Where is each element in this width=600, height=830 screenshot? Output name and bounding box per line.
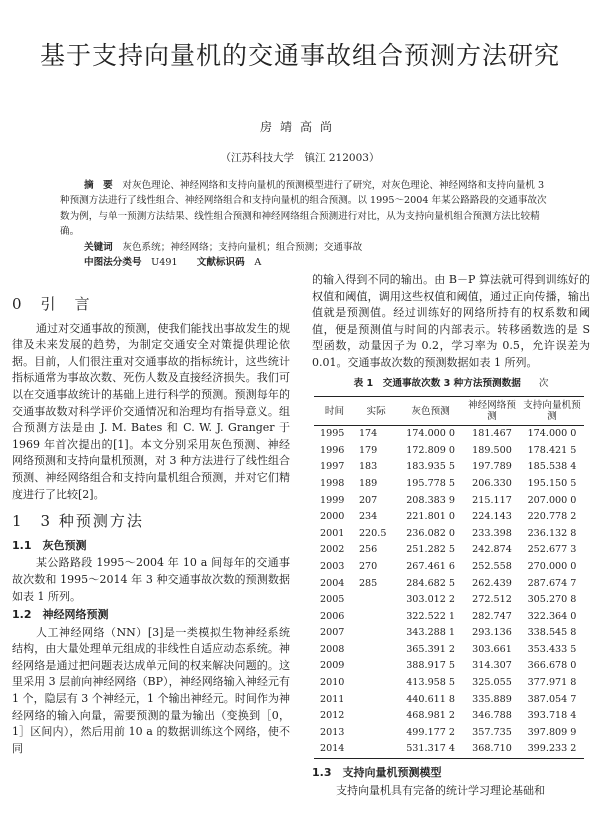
table-cell: 293.136 — [472, 627, 512, 639]
table-cell: 256 — [358, 544, 378, 556]
table-cell: 181.467 — [472, 428, 512, 440]
table-cell — [355, 592, 397, 609]
header-year: 时间 — [324, 405, 345, 417]
section-1-2-heading: 1.2 神经网络预测 — [12, 608, 109, 622]
table-cell: 189 — [358, 477, 378, 489]
table-row — [314, 592, 584, 609]
table-cell — [355, 609, 397, 626]
table-cell: 207 — [358, 494, 378, 506]
section-1-heading: 1 3 种预测方法 — [12, 512, 144, 531]
table-cell: 178.421 5 — [527, 444, 577, 456]
table-cell: 174.000 0 — [527, 428, 577, 440]
keywords-text: 灰色系统；神经网络；支持向量机；组合预测；交通事故 — [122, 241, 363, 253]
table-row — [314, 542, 584, 559]
right-column — [312, 272, 590, 799]
table-cell: 413.958 5 — [406, 677, 456, 689]
table-cell: 2011 — [320, 693, 345, 705]
table-cell: 2008 — [320, 643, 345, 655]
table-header-row — [314, 397, 584, 426]
table-caption-unit: 次 — [538, 377, 549, 389]
table-cell: 366.678 0 — [527, 660, 577, 672]
abstract-block — [60, 178, 550, 270]
table-cell: 303.661 — [472, 643, 512, 655]
table-row — [314, 725, 584, 742]
table-cell: 314.307 — [472, 660, 512, 672]
section-0-paragraph: 通过对交通事故的预测，使我们能找出事故发生的规律及未来发展的趋势，为制定交通安全对策提供理论依据。目前，人们很注重对交通事故的指标统计，这些统计指标通常为事故次数、死伤人数及直接经济损失。我们可以在交通事故统计的基础上进行科学的预测。预测每年的交通事故数对科学评价交通情况和治理均有指导意义。组合预测方法是由 J. M. Bates 和 C. W. J. Granger 于 1969 年首次提出的[1]。本文分别采用灰色预测、神经网络预测和支持向量机预测，对 3 种方法进行了线性组合预测、神经网络组合和支持向量机组合预测，并对它们精度进行了比较[2]。 — [12, 321, 290, 501]
table-cell: 221.801 0 — [406, 511, 456, 523]
table-cell: 287.674 7 — [527, 577, 577, 589]
table-row — [314, 658, 584, 675]
table-cell — [355, 741, 397, 758]
table-cell — [355, 642, 397, 659]
table-cell: 189.500 — [472, 444, 512, 456]
table-cell: 172.809 0 — [406, 444, 456, 456]
table-cell: 251.282 5 — [406, 544, 456, 556]
table-cell: 2004 — [320, 577, 345, 589]
table-row — [314, 526, 584, 543]
table-cell: 262.439 — [472, 577, 512, 589]
table-cell: 284.682 5 — [406, 577, 456, 589]
table-row — [314, 741, 584, 758]
table-cell: 388.917 5 — [406, 660, 456, 672]
table-cell: 252.677 3 — [527, 544, 577, 556]
table-cell: 195.150 5 — [527, 477, 577, 489]
table-cell: 1999 — [320, 494, 345, 506]
table-cell — [355, 708, 397, 725]
table-cell: 220.5 — [358, 527, 387, 539]
table-cell: 2006 — [320, 610, 345, 622]
table-cell: 236.132 8 — [527, 527, 577, 539]
left-column — [12, 286, 290, 757]
table-cell: 2013 — [320, 726, 345, 738]
table-cell: 208.383 9 — [406, 494, 456, 506]
table-cell: 338.545 8 — [527, 627, 577, 639]
table-cell: 377.971 8 — [527, 677, 577, 689]
table-row — [314, 493, 584, 510]
table-cell: 303.012 2 — [406, 594, 456, 606]
table-caption — [312, 376, 590, 393]
keywords-label: 关键词 — [84, 241, 113, 253]
table-cell: 2010 — [320, 677, 345, 689]
table-cell: 1996 — [320, 444, 345, 456]
table-row — [314, 443, 584, 460]
table-cell: 322.364 0 — [527, 610, 577, 622]
section-1-3-paragraph: 支持向量机具有完备的统计学习理论基础和 — [336, 783, 545, 797]
table-cell: 531.317 4 — [406, 743, 456, 755]
doc-code-value: A — [254, 257, 262, 269]
table-cell: 365.391 2 — [406, 643, 456, 655]
table-cell: 346.788 — [472, 710, 512, 722]
table-cell: 174.000 0 — [406, 428, 456, 440]
header-svm: 支持向量机预测 — [523, 400, 581, 423]
table-cell: 399.233 2 — [527, 743, 577, 755]
table-cell — [355, 692, 397, 709]
table-cell: 206.330 — [472, 477, 512, 489]
table-cell: 234 — [358, 511, 378, 523]
author-line: 房靖高尚 — [259, 120, 340, 134]
table-cell — [355, 675, 397, 692]
clc-value: U491 — [151, 257, 178, 269]
paper-title: 基于支持向量机的交通事故组合预测方法研究 — [39, 41, 560, 70]
table-cell: 1997 — [320, 461, 345, 473]
table-cell: 322.522 1 — [406, 610, 456, 622]
table-cell: 393.718 4 — [527, 710, 577, 722]
table-cell: 1995 — [320, 428, 345, 440]
header-nn: 神经网络预测 — [468, 400, 516, 423]
table-cell: 305.270 8 — [527, 594, 577, 606]
table-cell: 2001 — [320, 527, 345, 539]
table-row — [314, 692, 584, 709]
table-cell: 357.735 — [472, 726, 512, 738]
table-cell: 397.809 9 — [527, 726, 577, 738]
table-cell: 1998 — [320, 477, 345, 489]
table-cell: 387.054 7 — [527, 693, 577, 705]
header-actual: 实际 — [366, 405, 386, 417]
table-row — [314, 459, 584, 476]
table-cell: 270 — [358, 560, 378, 572]
table-cell: 2009 — [320, 660, 345, 672]
table-cell: 267.461 6 — [406, 560, 456, 572]
table-cell: 183 — [358, 461, 378, 473]
table-cell: 2007 — [320, 627, 345, 639]
table-row — [314, 476, 584, 493]
table-cell: 440.611 8 — [406, 693, 456, 705]
table-cell — [355, 725, 397, 742]
abstract-text: 对灰色理论、神经网络和支持向量机的预测模型进行了研究，对灰色理论、神经网络和支持向量机 3 种预测方法进行了线性组合、神经网络组合和支持向量机的组合预测。以 1995～2004 年某公路路段的交通事故次数为例，与单一预测方法结果、线性组合预测和神经网络组合预测进行对比，从为支持向量机组合预测方法比较精确。 — [60, 180, 547, 238]
table-cell — [355, 625, 397, 642]
table-cell: 2012 — [320, 710, 345, 722]
table-cell: 353.433 5 — [527, 643, 577, 655]
section-1-3-heading: 1.3 支持向量机预测模型 — [312, 766, 442, 780]
table-row — [314, 609, 584, 626]
table-row — [314, 675, 584, 692]
section-1-1-heading: 1.1 灰色预测 — [12, 538, 87, 552]
affiliation: （江苏科技大学 镇江 212003） — [220, 152, 380, 164]
table-cell — [355, 658, 397, 675]
table-cell: 285 — [358, 577, 378, 589]
table-row — [314, 576, 584, 593]
section-1-2-paragraph: 人工神经网络（NN）[3]是一类模拟生物神经系统结构，由大量处理单元组成的非线性自适应动态系统。神经网络是通过把问题表达成单元间的权来解决问题的。这里采用 3 层前向神经网络（BP），神经网络输入神经元有 1 个，隐层有 3 个神经元，1 个输出神经元。时间作为神经网络的输入向量，需要预测的量为输出（变换到［0，1］区间内），然后用前 10 a 的数据训练这个网络，使不同 — [12, 625, 290, 755]
section-0-heading: 0 引 言 — [12, 295, 92, 313]
table-cell: 179 — [358, 444, 378, 456]
header-grey: 灰色预测 — [411, 405, 450, 417]
table-cell: 2014 — [320, 743, 345, 755]
abstract-label: 摘 要 — [84, 180, 113, 191]
table-cell: 233.398 — [472, 527, 512, 539]
table-cell: 499.177 2 — [406, 726, 456, 738]
clc-label: 中图法分类号 — [84, 257, 142, 269]
table-cell: 185.538 4 — [527, 461, 577, 473]
table-row — [314, 426, 584, 443]
table-cell: 325.055 — [472, 677, 512, 689]
table-cell: 468.981 2 — [406, 710, 456, 722]
table-cell: 220.778 2 — [527, 511, 577, 523]
prediction-table — [314, 396, 584, 759]
table-cell: 335.889 — [472, 693, 512, 705]
table-row — [314, 642, 584, 659]
table-cell: 224.143 — [472, 511, 512, 523]
table-cell: 282.747 — [472, 610, 512, 622]
table-cell: 2005 — [320, 594, 345, 606]
table-row — [314, 559, 584, 576]
section-1-1-paragraph: 某公路路段 1995～2004 年 10 a 间每年的交通事故次数和 1995～2014 年 3 种交通事故次数的预测数据如表 1 所列。 — [12, 556, 290, 603]
doc-code-label: 文献标识码 — [196, 257, 245, 269]
table-row — [314, 708, 584, 725]
table-cell: 2000 — [320, 511, 345, 523]
table-cell: 197.789 — [472, 461, 512, 473]
table-cell: 174 — [358, 428, 378, 440]
table-cell: 242.874 — [472, 544, 512, 556]
table-cell: 215.117 — [472, 494, 512, 506]
table-row — [314, 509, 584, 526]
table-row — [314, 625, 584, 642]
continued-paragraph: 的输入得到不同的输出。由 B－P 算法就可得到训练好的权值和阈值，调用这些权值和阈值，通过正向传播，输出值就是预测值。经过训练好的网络所持有的权系数和阈值，便是预测值与时间的内部表示。转移函数选的是 S 型函数，动量因子为 0.2，学习率为 0.5，允许误差为 0.01。交通事故次数的预测数据如表 1 所列。 — [312, 273, 590, 369]
table-cell: 2002 — [320, 544, 345, 556]
table-cell: 272.512 — [472, 594, 512, 606]
table-cell: 236.082 0 — [406, 527, 456, 539]
table-cell: 195.778 5 — [406, 477, 456, 489]
table-caption-text: 表 1 交通事故次数 3 种方法预测数据 — [353, 377, 521, 389]
table-cell: 2003 — [320, 560, 345, 572]
table-cell: 252.558 — [472, 560, 512, 572]
table-cell: 343.288 1 — [406, 627, 456, 639]
table-cell: 270.000 0 — [527, 560, 577, 572]
table-cell: 183.935 5 — [406, 461, 456, 473]
table-cell: 207.000 0 — [527, 494, 577, 506]
table-cell: 368.710 — [472, 743, 512, 755]
